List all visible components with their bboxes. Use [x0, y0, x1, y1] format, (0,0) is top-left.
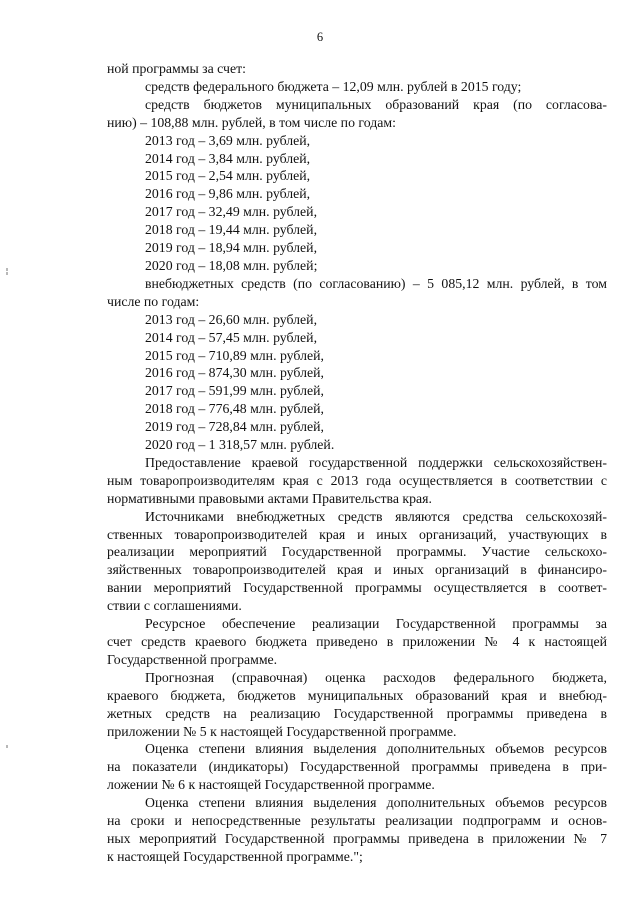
text-line: Ресурсное обеспечение реализации Государственной программы за [145, 616, 607, 632]
text-line: счет средств краевого бюджета приведено в приложении № 4 к настоящей [107, 634, 607, 649]
text-line: ствии с соглашениями. [107, 598, 242, 614]
text-line: средств бюджетов муниципальных образований края (по согласова- [145, 96, 607, 112]
text-line: 2013 год – 3,69 млн. рублей, [145, 132, 311, 148]
text-line: 2016 год – 9,86 млн. рублей, [145, 186, 311, 202]
text-line: зяйственных товаропроизводителей края и иных организаций в финансиро- [107, 562, 607, 578]
text-line: к настоящей Государственной программе."; [107, 848, 363, 864]
text-line: ных мероприятий Государственной программы приведена в приложении № 7 [107, 830, 607, 846]
text-line: ственных товаропроизводителей края и иных организаций, участвующих в [107, 526, 607, 542]
text-line: жетных средств на реализацию Государственной программы приведена в [107, 705, 607, 721]
text-line: Оценка степени влияния выделения дополнительных объемов ресурсов [145, 741, 607, 757]
text-line: 2014 год – 57,45 млн. рублей, [145, 329, 318, 345]
page-number: 6 [316, 30, 324, 44]
text-line: 2020 год – 18,08 млн. рублей; [145, 257, 318, 273]
text-line: приложении № 5 к настоящей Государственной программе. [107, 723, 457, 739]
scan-margin-mark [6, 272, 8, 275]
text-line: 2017 год – 591,99 млн. рублей, [145, 383, 324, 399]
text-line: 2019 год – 18,94 млн. рублей, [145, 240, 318, 256]
text-line: 2015 год – 2,54 млн. рублей, [145, 168, 311, 184]
text-line: 2020 год – 1 318,57 млн. рублей. [145, 437, 335, 453]
text-line: Государственной программе. [107, 651, 278, 667]
text-line: 2017 год – 32,49 млн. рублей, [145, 204, 318, 220]
text-line: 2018 год – 19,44 млн. рублей, [145, 222, 318, 238]
text-line: средств федерального бюджета – 12,09 млн. рублей в 2015 году; [145, 78, 522, 94]
text-line: ным товаропроизводителям края с 2013 года осуществляется в соответствии с [107, 472, 607, 488]
scan-margin-mark [6, 268, 8, 271]
text-line: на сроки и непосредственные результаты реализации подпрограмм и основ- [107, 813, 607, 829]
text-line: нормативными правовыми актами Правительства края. [107, 490, 432, 506]
text-line: ложении № 6 к настоящей Государственной программе. [107, 777, 435, 793]
text-line: 2014 год – 3,84 млн. рублей, [145, 150, 311, 166]
text-line: нию) – 108,88 млн. рублей, в том числе по годам: [107, 114, 396, 130]
text-line: 2019 год – 728,84 млн. рублей, [145, 419, 324, 435]
scan-margin-mark [6, 745, 8, 748]
text-line: числе по годам: [107, 293, 200, 309]
text-line: 2018 год – 776,48 млн. рублей, [145, 401, 324, 417]
text-line: Оценка степени влияния выделения дополнительных объемов ресурсов [145, 795, 607, 811]
text-line: вании мероприятий Государственной программы осуществляется в соответ- [107, 580, 607, 596]
text-line: ной программы за счет: [107, 61, 246, 76]
text-line: внебюджетных средств (по согласованию) – 5 085,12 млн. рублей, в том [145, 275, 607, 291]
text-line: краевого бюджета, бюджетов муниципальных образований края и внебюд- [107, 687, 607, 703]
document-body [107, 60, 607, 866]
text-line: на показатели (индикаторы) Государственной программы приведена в при- [107, 759, 607, 775]
text-line: Предоставление краевой государственной поддержки сельскохозяйствен- [145, 454, 607, 470]
text-line: реализации мероприятий Государственной программы. Участие сельскохо- [107, 544, 607, 560]
text-line: Прогнозная (справочная) оценка расходов федерального бюджета, [145, 669, 607, 685]
text-line: Источниками внебюджетных средств являются средства сельскохозяй- [145, 508, 607, 524]
text-line: 2013 год – 26,60 млн. рублей, [145, 311, 318, 327]
text-line: 2016 год – 874,30 млн. рублей, [145, 365, 324, 381]
text-line: 2015 год – 710,89 млн. рублей, [145, 347, 324, 363]
